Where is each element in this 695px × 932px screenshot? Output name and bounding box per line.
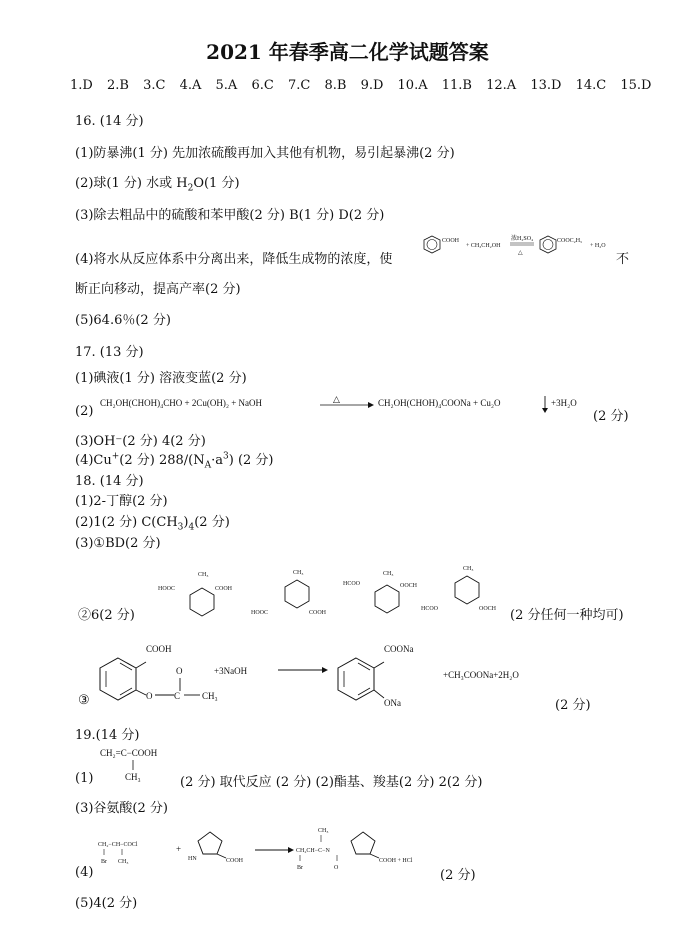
q17-part3: (3)OH⁻(2 分) 4(2 分) (75, 434, 206, 449)
eq-product-ester: COOC₂H₅ (557, 238, 583, 244)
mc-answer: 5.A (215, 78, 238, 93)
svg-text:CH₃: CH₃ (125, 772, 141, 782)
naoh-reagent: +3NaOH (214, 666, 248, 676)
benzene-ring-icon (540, 236, 556, 253)
q16-header: 16. (14 分) (75, 114, 144, 129)
isomer-structure (158, 572, 233, 616)
svg-text:COOH: COOH (226, 858, 244, 864)
svg-text:Br: Br (297, 865, 303, 871)
q19-part1: (2 分) 取代反应 (2 分) (2)酯基、羧基(2 分) 2(2 分) (180, 775, 483, 790)
svg-text:+: + (176, 844, 182, 854)
q19-part5: (5)4(2 分) (75, 896, 138, 911)
mc-answer: 13.D (530, 78, 562, 93)
q16-part2: (2)球(1 分) 水或 $H_2O(1$ 分) (75, 176, 240, 194)
q16-part5: (5)64.6％(2 分) (75, 313, 171, 328)
svg-text:COOH: COOH (146, 644, 172, 654)
q16-part4-line2: 断正向移动，提高产率(2 分) (75, 282, 241, 297)
svg-text:HOOC: HOOC (251, 610, 269, 616)
aspirin-structure (100, 644, 218, 701)
isomer-structure (343, 571, 418, 613)
q19-part1-label: (1) (75, 771, 94, 786)
eq17-right: CH₂OH(CHOH)₄COONa + Cu₂O (378, 398, 501, 408)
svg-text:HN: HN (188, 856, 197, 862)
svg-text:CH₃: CH₃ (318, 828, 329, 834)
product-structure (338, 644, 414, 708)
q18-header: 18. (14 分) (75, 474, 144, 489)
isomer-structure (251, 570, 327, 616)
eq-water: + H₂O (590, 243, 606, 249)
eq-catalyst: 浓H₂SO₄ (511, 236, 534, 242)
mc-answer: 9.D (360, 78, 384, 93)
mc-answer: 11.B (441, 78, 472, 93)
svg-text:CH₃: CH₃ (198, 572, 209, 578)
q18-part3-i: (3)①BD(2 分) (75, 536, 161, 551)
svg-text:Br: Br (101, 859, 107, 865)
q17-header: 17. (13 分) (75, 345, 144, 360)
q16-part1: (1)防暴沸(1 分) 先加浓硫酸再加入其他有机物，易引起暴沸(2 分) (75, 146, 455, 161)
precipitate-arrow-icon (542, 408, 548, 413)
mc-answers-row (70, 78, 661, 93)
q16-part4-line1: (4)将水从反应体系中分离出来，降低生成物的浓度，使 (75, 252, 393, 267)
proline-ring-icon (351, 832, 413, 864)
svg-text:COOH: COOH (309, 610, 327, 616)
side-products: +CH₃COONa+2H₂O (443, 670, 519, 680)
q19-part4-score: (2 分) (440, 868, 476, 883)
q16-part3: (3)除去粗品中的硫酸和苯甲酸(2 分) B(1 分) D(2 分) (75, 208, 385, 223)
q18-part3-iii-score: (2 分) (555, 698, 591, 713)
benzene-ring-icon (455, 576, 479, 604)
svg-text:O: O (146, 691, 153, 701)
proline-ring-icon (188, 832, 244, 864)
benzene-ring-icon (424, 236, 440, 253)
q19-header: 19.(14 分) (75, 728, 140, 743)
page-title: 2021 年春季高二化学试题答案 (206, 40, 489, 64)
svg-text:COOH + HCl: COOH + HCl (379, 858, 413, 864)
mc-answer: 8.B (324, 78, 347, 93)
q18-part3-iii-label: ③ (78, 693, 90, 708)
svg-text:O: O (176, 666, 183, 676)
mc-answer: 1.D (70, 78, 93, 93)
svg-text:HCOO: HCOO (343, 581, 361, 587)
svg-text:COOH: COOH (215, 586, 233, 592)
isomer-structure (421, 566, 497, 612)
mc-answer: 10.A (397, 78, 428, 93)
svg-text:C: C (174, 691, 181, 701)
q17-glucose-equation (100, 388, 630, 418)
svg-text:O: O (334, 865, 339, 871)
benzene-ring-icon (375, 585, 399, 613)
mc-answer: 7.C (287, 78, 311, 93)
svg-text:CH₂CH−C−N: CH₂CH−C−N (296, 848, 330, 854)
q18-part3-ii: ②6(2 分) (78, 608, 135, 623)
q17-part2-label: (2) (75, 404, 94, 419)
q18-part3-ii-note: (2 分任何一种均可) (510, 608, 624, 623)
svg-text:CH₃: CH₃ (293, 570, 304, 576)
svg-text:OOCH: OOCH (400, 583, 418, 589)
q19-part4-label: (4) (75, 865, 94, 880)
svg-text:ONa: ONa (384, 698, 401, 708)
svg-text:CH₂−CH−COCl: CH₂−CH−COCl (98, 842, 138, 848)
svg-text:HCOO: HCOO (421, 606, 439, 612)
q19-methacrylic-acid (100, 740, 190, 780)
mc-answer: 14.C (575, 78, 607, 93)
eq-ethanol: + CH₃CH₂OH (466, 243, 501, 249)
mc-answer: 15.D (620, 78, 652, 93)
svg-text:CH₂=C−COOH: CH₂=C−COOH (100, 748, 158, 758)
svg-text:CH₃: CH₃ (118, 859, 129, 865)
svg-text:CH₃: CH₃ (383, 571, 394, 577)
q17-part2-score: (2 分) (593, 409, 629, 424)
svg-text:COONa: COONa (384, 644, 414, 654)
benzene-ring-icon (285, 580, 309, 608)
benzene-ring-icon (190, 588, 214, 616)
eq-heat: △ (518, 250, 523, 256)
svg-text:OOCH: OOCH (479, 606, 497, 612)
eq17-heat: △ (333, 394, 340, 404)
q17-part1: (1)碘液(1 分) 溶液变蓝(2 分) (75, 371, 247, 386)
q18-aspirin-hydrolysis-equation (90, 640, 610, 710)
q17-part4: (4)Cu+(2 分) $288/(N_A\cdot a^3)$ (2 分) (75, 451, 274, 471)
q16-part4-tail: 不 (616, 252, 630, 267)
mc-answer: 6.C (251, 78, 274, 93)
mc-answer: 12.A (486, 78, 517, 93)
q16-esterification-equation (418, 230, 618, 264)
svg-text:CH₃: CH₃ (202, 691, 218, 701)
eq17-water: +3H₂O (551, 398, 577, 408)
mc-answer: 3.C (143, 78, 166, 93)
mc-answer: 4.A (179, 78, 202, 93)
svg-text:HOOC: HOOC (158, 586, 176, 592)
eq17-left: CH₂OH(CHOH)₄CHO + 2Cu(OH)₂ + NaOH (100, 398, 263, 408)
svg-text:CH₃: CH₃ (463, 566, 474, 572)
q18-isomer-structures (150, 560, 520, 620)
q18-part2: (2)1(2 分) $C(CH_3)_4(2$ 分) (75, 515, 230, 533)
q18-part1: (1)2-丁醇(2 分) (75, 494, 168, 509)
eq-reactant-cooh: COOH (442, 238, 460, 244)
q19-part3: (3)谷氨酸(2 分) (75, 801, 168, 816)
mc-answer: 2.B (106, 78, 129, 93)
